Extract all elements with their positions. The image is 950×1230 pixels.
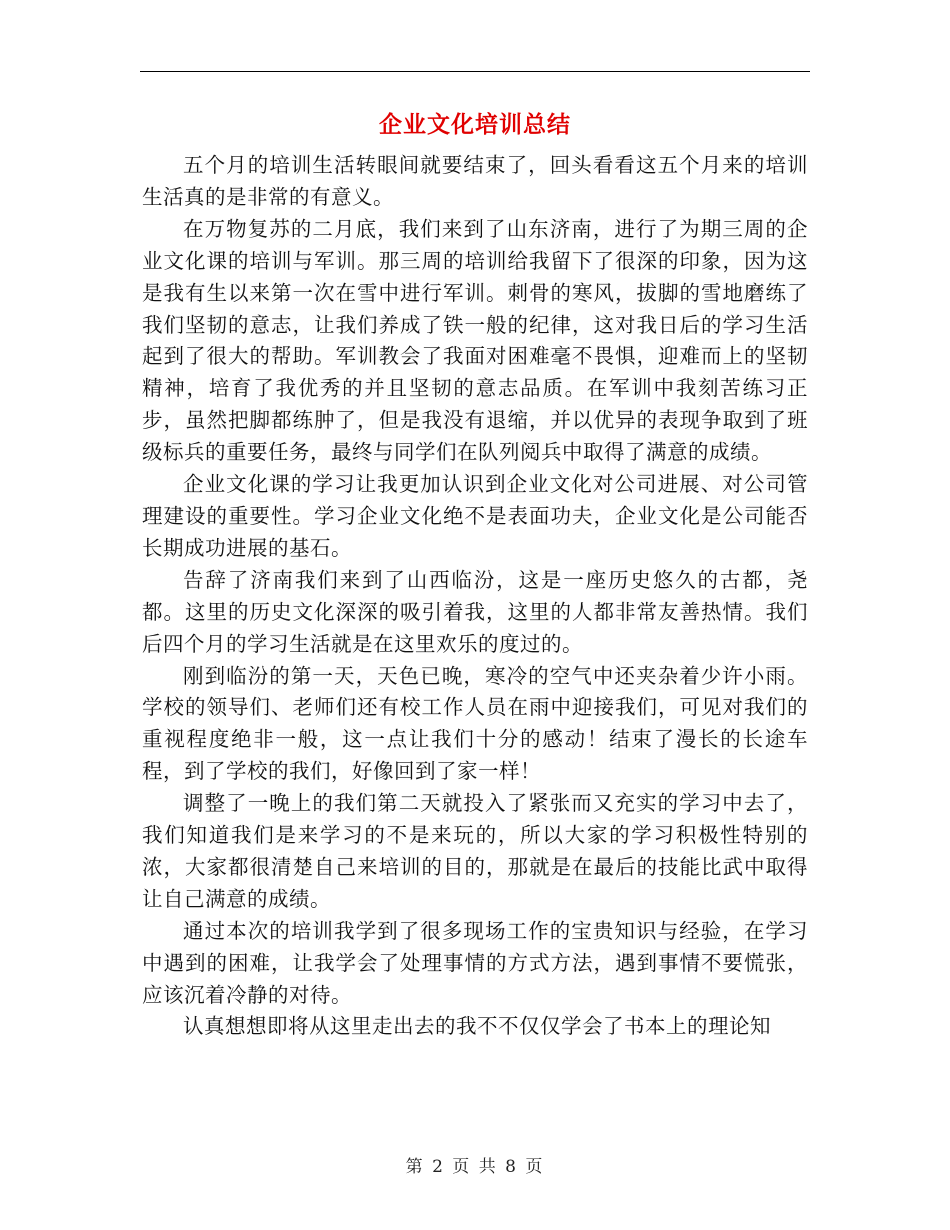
document-body <box>142 150 808 1043</box>
paragraph: 调整了一晚上的我们第二天就投入了紧张而又充实的学习中去了，我们知道我们是来学习的不是来玩的，所以大家的学习积极性特别的浓，大家都很清楚自己来培训的目的，那就是在最后的技能比武中取得让自己满意的成绩。 <box>142 791 808 911</box>
paragraph: 企业文化课的学习让我更加认识到企业文化对公司进展、对公司管理建设的重要性。学习企业文化绝不是表面功夫，企业文化是公司能否长期成功进展的基石。 <box>142 472 808 560</box>
paragraph: 通过本次的培训我学到了很多现场工作的宝贵知识与经验，在学习中遇到的困难，让我学会了处理事情的方式方法，遇到事情不要慌张，应该沉着冷静的对待。 <box>142 918 808 1007</box>
paragraph: 五个月的培训生活转眼间就要结束了，回头看看这五个月来的培训生活真的是非常的有意义。 <box>142 153 808 209</box>
paragraph: 刚到临汾的第一天，天色已晚，寒冷的空气中还夹杂着少许小雨。学校的领导们、老师们还有校工作人员在雨中迎接我们，可见对我们的重视程度绝非一般，这一点让我们十分的感动！结束了漫长的长途车程，到了学校的我们，好像回到了家一样！ <box>142 663 808 784</box>
document-title: 企业文化培训总结 <box>379 111 571 138</box>
paragraph: 在万物复苏的二月底，我们来到了山东济南，进行了为期三周的企业文化课的培训与军训。那三周的培训给我留下了很深的印象，因为这是我有生以来第一次在雪中进行军训。刺骨的寒风，拔脚的雪地磨练了我们坚韧的意志，让我们养成了铁一般的纪律，这对我日后的学习生活起到了很大的帮助。军训教会了我面对困难毫不畏惧，迎难而上的坚韧精神，培育了我优秀的并且坚韧的意志品质。在军训中我刻苦练习正步，虽然把脚都练肿了，但是我没有退缩，并以优异的表现争取到了班级标兵的重要任务，最终与同学们在队列阅兵中取得了满意的成绩。 <box>142 216 808 465</box>
paragraph: 认真想想即将从这里走出去的我不不仅仅学会了书本上的理论知 <box>183 1014 771 1039</box>
page-number-footer: 第 2 页 共 8 页 <box>405 1157 545 1177</box>
paragraph: 告辞了济南我们来到了山西临汾，这是一座历史悠久的古都，尧都。这里的历史文化深深的吸引着我，这里的人都非常友善热情。我们后四个月的学习生活就是在这里欢乐的度过的。 <box>142 567 808 656</box>
header-rule <box>140 71 810 72</box>
